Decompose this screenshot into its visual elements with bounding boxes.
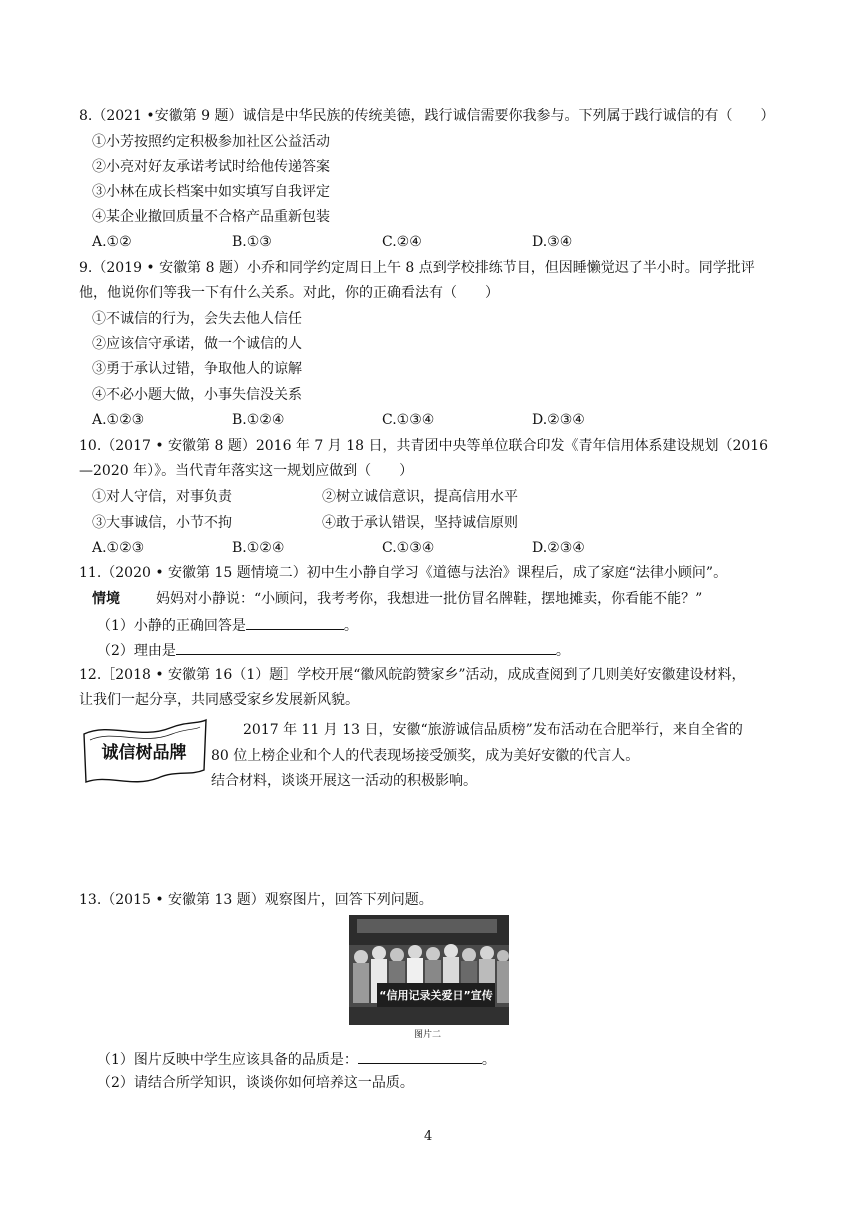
q10-option-d: D.②③④ (532, 540, 585, 556)
q8-stem: 8.（2021 •安徽第 9 题）诚信是中华民族的传统美德，践行诚信需要你我参与。下列属于践行诚信的有（ ） (79, 108, 775, 124)
q13-sub1-period: 。 (481, 1052, 496, 1068)
q12-material-line2: 80 位上榜企业和个人的代表现场接受颁奖，成为美好安徽的代言人。 (211, 748, 640, 764)
q10-item-3: ③大事诚信，小节不拘 (92, 515, 232, 531)
q13-stem: 13.（2015 • 安徽第 13 题）观察图片，回答下列问题。 (79, 892, 433, 908)
q8-item-3: ③小林在成长档案中如实填写自我评定 (92, 184, 330, 200)
q8-item-1: ①小芳按照约定积极参加社区公益活动 (92, 134, 330, 150)
q11-stem: 11.（2020 • 安徽第 15 题情境二）初中生小静自学习《道德与法治》课程后，成了家庭“法律小顾问”。 (79, 565, 728, 581)
q12-question: 结合材料，谈谈开展这一活动的积极影响。 (211, 773, 477, 789)
q9-stem-line1: 9.（2019 • 安徽第 8 题）小乔和同学约定周日上午 8 点到学校排练节目，但因睡懒觉迟了半小时。同学批评 (79, 260, 755, 276)
integrity-brand-banner (80, 716, 210, 786)
q12-material-line1: 2017 年 11 月 13 日，安徽“旅游诚信品质榜”发布活动在合肥举行，来自全省的 (243, 722, 743, 738)
q11-sub1-text: （1）小静的正确回答是 (97, 618, 246, 634)
q9-item-1: ①不诚信的行为，会失去他人信任 (92, 311, 302, 327)
q10-option-b: B.①②④ (232, 540, 285, 556)
q13-sub1-text: （1）图片反映中学生应该具备的品质是： (97, 1052, 358, 1068)
q8-item-2: ②小亮对好友承诺考试时给他传递答案 (92, 159, 330, 175)
q11-answer-blank-2[interactable] (176, 639, 556, 655)
q9-option-c: C.①③④ (382, 412, 435, 428)
banner-text: 诚信树品牌 (101, 743, 187, 763)
q8-option-b: B.①③ (232, 234, 272, 250)
q11-sub-question-2 (97, 639, 570, 661)
q13-sub-question-2: （2）请结合所学知识，谈谈你如何培养这一品质。 (97, 1075, 414, 1091)
q10-option-c: C.①③④ (382, 540, 435, 556)
q10-item-4: ④敢于承认错误，坚持诚信原则 (322, 515, 518, 531)
q13-sub-question-1 (97, 1048, 496, 1070)
q9-item-4: ④不必小题大做，小事失信没关系 (92, 387, 302, 403)
q13-answer-blank-1[interactable] (358, 1048, 482, 1064)
q9-item-3: ③勇于承认过错，争取他人的谅解 (92, 361, 302, 377)
q9-option-a: A.①②③ (92, 412, 145, 428)
q9-item-2: ②应该信守承诺，做一个诚信的人 (92, 336, 302, 352)
q9-option-d: D.②③④ (532, 412, 585, 428)
q11-scene-text: 妈妈对小静说：“小顾问，我考考你，我想进一批仿冒名牌鞋，摆地摊卖，你看能不能？” (156, 591, 703, 607)
q8-item-4: ④某企业撤回质量不合格产品重新包装 (92, 209, 330, 225)
q10-item-2: ②树立诚信意识，提高信用水平 (322, 489, 518, 505)
q8-option-c: C.②④ (382, 234, 422, 250)
q10-item-1: ①对人守信，对事负责 (92, 489, 232, 505)
credit-day-photo (349, 915, 509, 1025)
q11-sub1-period: 。 (343, 618, 358, 634)
q11-scene-label: 情境 (92, 591, 120, 607)
q12-stem-line1: 12.［2018 • 安徽第 16（1）题］学校开展“徽风皖韵赞家乡”活动，成成查阅到了几则美好安徽建设材料， (79, 667, 746, 683)
q9-option-b: B.①②④ (232, 412, 285, 428)
q10-stem-line1: 10.（2017 • 安徽第 8 题）2016 年 7 月 18 日，共青团中央等单位联合印发《青年信用体系建设规划（2016 (79, 438, 769, 454)
q10-option-a: A.①②③ (92, 540, 145, 556)
q11-sub2-text: （2）理由是 (97, 643, 176, 659)
photo-sign-text: “信用记录关爱日”宣传 (379, 989, 493, 1002)
q12-stem-line2: 让我们一起分享，共同感受家乡发展新风貌。 (79, 692, 359, 708)
q8-option-a: A.①② (92, 234, 132, 250)
q9-stem-line2: 他，他说你们等我一下有什么关系。对此，你的正确看法有（ ） (79, 285, 499, 301)
q11-sub-question-1 (97, 614, 358, 636)
photo-caption: 图片二 (414, 1030, 442, 1040)
q11-sub2-period: 。 (555, 643, 570, 659)
q11-answer-blank-1[interactable] (246, 614, 344, 630)
page-number: 4 (424, 1129, 433, 1144)
q10-stem-line2: —2020 年）》。当代青年落实这一规划应做到（ ） (79, 463, 414, 479)
q8-option-d: D.③④ (532, 234, 573, 250)
